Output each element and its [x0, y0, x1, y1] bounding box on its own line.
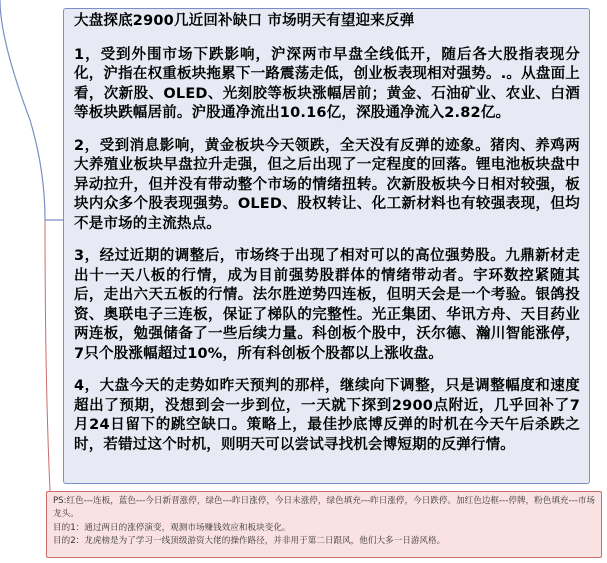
note-node[interactable] — [46, 491, 602, 558]
paragraph-1: 1，受到外围市场下跌影响，沪深两市早盘全线低开，随后各大股指表现分化，沪指在权重板块拖累下一路震荡走低，创业板表现相对强势。.。从盘面上看，次新股、OLED、光刻胶等板块涨幅居前；黄金、石油矿业、农业、白酒等板块跌幅居前。沪股通净流出10.16亿，深股通净流入2.82亿。 — [74, 46, 580, 121]
branch-connector — [0, 0, 70, 563]
note-legend: PS:红色---连板，蓝色---今日新晋涨停，绿色---昨日涨停，今日未涨停，绿色填充---昨日涨停，今日跌停。加红色边框---停牌，粉色填充---市场龙头。 — [53, 496, 596, 520]
main-topic-node[interactable] — [63, 8, 590, 484]
main-topic-title: 大盘探底2900几近回补缺口 市场明天有望迎来反弹 — [74, 13, 415, 29]
note-purpose-1: 目的1：通过两日的涨停演变，观测市场赚钱效应和板块变化。 — [53, 522, 291, 533]
paragraph-3: 3，经过近期的调整后，市场终于出现了相对可以的高位强势股。九鼎新材走出十一天八板的行情，成为目前强势股群体的情绪带动者。宇环数控紧随其后，走出六天五板的行情。法尔胜逆势四连板，但明天会是一个考验。银鸽投资、奥联电子三连板，保证了梯队的完整性。光正集团、华讯方舟、天目药业两连板，勉强储备了一些后续力量。科创板个股中，沃尔德、瀚川智能涨停，7只个股涨幅超过10%，所有科创板个股都以上涨收盘。 — [74, 248, 580, 362]
note-purpose-2: 目的2：龙虎榜是为了学习一线顶级游资大佬的操作路径，并非用于第二日跟风，他们大多一日游风格。 — [53, 536, 446, 547]
paragraph-2: 2，受到消息影响，黄金板块今天领跌，全天没有反弹的迹象。猪肉、养鸡两大养殖业板块早盘拉升走强，但之后出现了一定程度的回落。锂电池板块盘中异动拉升，但并没有带动整个市场的情绪扭转。次新股板块今日相对较强，板块内众多个股表现强势。OLED、股权转让、化工新材料也有较强表现，但均不是市场的主流热点。 — [74, 137, 580, 232]
paragraph-4: 4，大盘今天的走势如昨天预判的那样，继续向下调整，只是调整幅度和速度超出了预期，没想到会一步到位，一天就下探到2900点附近，几乎回补了7月24日留下的跳空缺口。策略上，最佳抄底博反弹的时机在今天午后杀跌之时，若错过这个时机，则明天可以尝试寻找机会博短期的反弹行情。 — [74, 378, 580, 453]
